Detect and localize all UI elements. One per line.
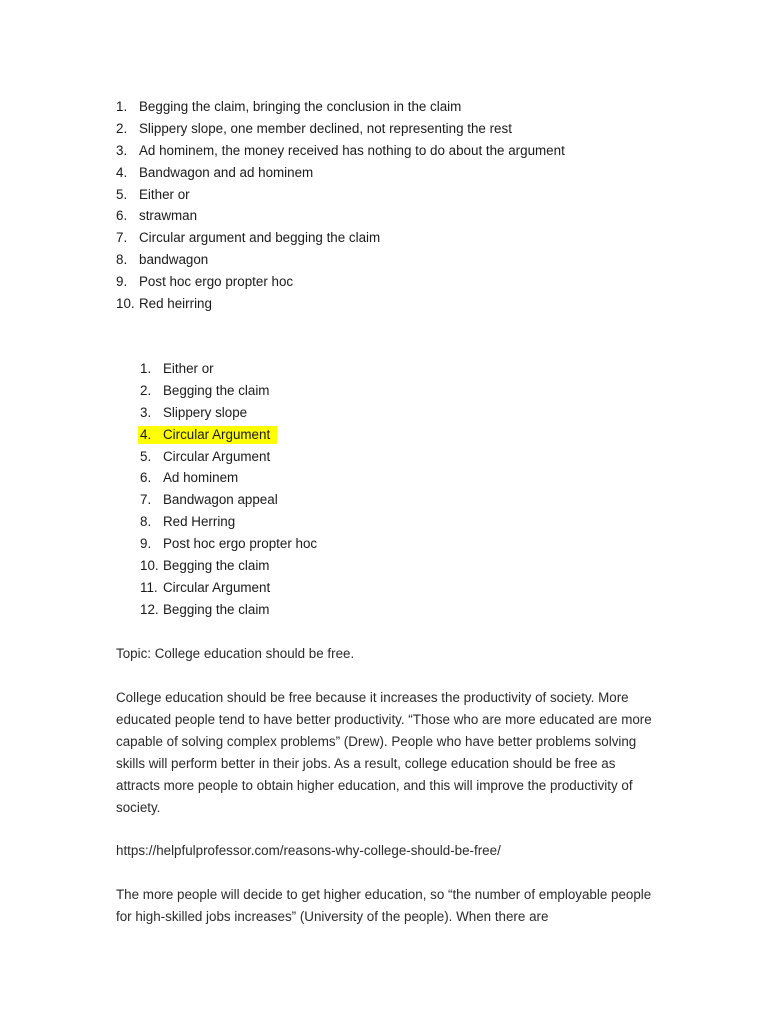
list-number: 6. [116,208,128,224]
list-text: Slippery slope, one member declined, not representing the rest [139,120,512,136]
list-number: 12. [140,601,159,617]
list-text: bandwagon [139,252,209,268]
list-number: 3. [140,404,152,420]
list-text: Either or [163,361,214,376]
list-text: Begging the claim [163,558,270,574]
list-text: Ad hominem, the money received has nothing to do about the argument [139,142,565,158]
list-number: 5. [140,448,152,464]
list-text: Post hoc ergo propter hoc [139,274,294,290]
list-number: 8. [116,252,128,268]
list-text: Slippery slope [163,404,248,420]
list-text: Circular argument and begging the claim [139,230,381,246]
list-number: 2. [116,120,128,136]
list-text: Circular Argument [163,448,271,464]
list-text: Post hoc ergo propter hoc [163,536,318,552]
list-text: Circular Argument [163,579,271,595]
list-text: Begging the claim [163,601,270,617]
list-text: Ad hominem [163,470,239,486]
list-number: 9. [116,274,128,290]
source-url: https://helpfulprofessor.com/reasons-why-college-should-be-free/ [116,843,501,858]
list-number: 4. [116,164,128,180]
list-number: 4. [140,426,152,442]
list-number: 2. [140,382,152,398]
body-paragraph-1: College education should be free because it increases the productivity of society. More educated people tend to have better productivity. “Those who are more educated are more capable of solving complex problems” (Drew). People who have better problems solving skills will perform better in their jobs. As a result, college education should be free as attracts more people to obtain higher education, and this will improve the productivity of society. [116,690,652,815]
list-number: 1. [140,361,152,376]
list-number: 3. [116,142,128,158]
list-number: 6. [140,470,152,486]
topic-line: Topic: College education should be free. [116,646,355,661]
list-text: Begging the claim, bringing the conclusion in the claim [139,99,462,114]
list-text: strawman [139,208,198,224]
list-text: Bandwagon appeal [163,492,278,508]
list-text: Begging the claim [163,382,270,398]
list-text: Bandwagon and ad hominem [139,164,314,180]
list-text: Red heirring [139,296,212,312]
list-number: 11. [140,579,158,595]
list-number: 1. [116,99,128,114]
list-number: 7. [140,492,152,508]
list-number: 5. [116,186,128,202]
list-number: 10. [116,296,135,312]
list-number: 9. [140,536,152,552]
list-number: 8. [140,514,152,530]
list-text: Either or [139,186,190,202]
list-number: 10. [140,558,159,574]
list-text: Red Herring [163,514,236,530]
list-number: 7. [116,230,128,246]
list-text: Circular Argument [163,426,271,442]
body-paragraph-2: The more people will decide to get higher education, so “the number of employable people for high-skilled jobs increases” (University of the people). When there are [116,887,652,924]
